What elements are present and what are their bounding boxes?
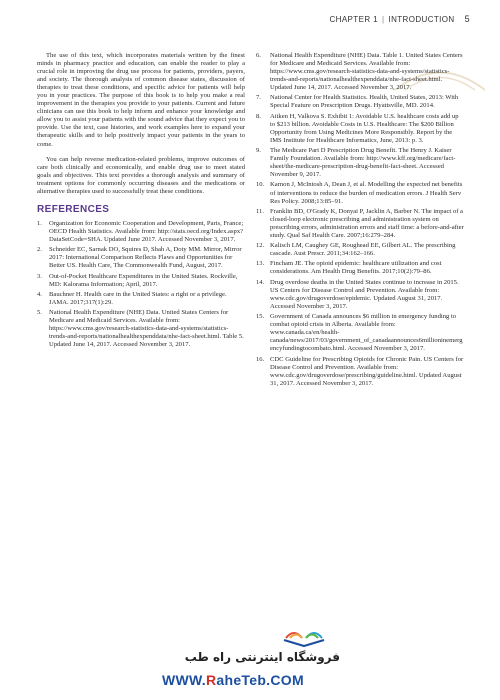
watermark-persian-text: فروشگاه اینترنتی راه طب xyxy=(184,650,340,664)
rahetebe-watermark xyxy=(162,626,490,696)
reference-item: 2. Schneider EC, Sarnak DO, Squires D, Shah A, Doty MM. Mirror, Mirror 2017: International Comparison Reflects Flaws and Opportunities for Better US. Health Care, The Commonwealth Fund, August, 2017. xyxy=(37,246,242,270)
chapter-label: CHAPTER 1 xyxy=(329,15,378,24)
reference-item: 9. The Medicare Part D Prescription Drug Benefit. The Henry J. Kaiser Family Foundation. Available from: http://www.kff.org/medicare/fact-sheet/the-medicare-prescription-drug-benefit-fact-sheet. Accessed November 9, 2017. xyxy=(256,147,456,179)
body-paragraph: The use of this text, which incorporates materials written by the finest minds in pharmacy practice and education, can enable the reader to play a crucial role in improving the drug use process for patients, providers, payers, and society. The thorough analysis of common disease states, discussion of therapies to treat these conditions, and specific advice for patients will help you in your practices. The purpose of this book is to help you make a real improvement in the therapies you provide to your patients. Current and future clinicians can use this book to help inform and enhance your knowledge and allow you to assist your patients with the sound advice that they expect you to provide. Use the text, case histories, and work examples here to expand your therapeutic skills and to help positively impact your patients in the years to come. xyxy=(37,52,245,148)
reference-item: 11. Franklin BD, O'Grady K, Donyai P, Jacklin A, Barber N. The impact of a closed-loop electronic prescribing and administration system on prescribing errors, administration errors and staff time: a before-and-after study. Qual Saf Health Care. 2007;16:279–284. xyxy=(256,207,464,239)
left-column xyxy=(37,52,245,351)
page-number: 5 xyxy=(464,14,470,24)
reference-item: 10. Karnon J, McIntosh A, Dean J, et al. Modelling the expected net benefits of interventions to reduce the burden of medication errors. J Health Serv Res Policy. 2008;13:85–91. xyxy=(256,181,463,205)
chapter-title: INTRODUCTION xyxy=(388,15,455,24)
book-logo-icon xyxy=(282,626,326,652)
body-paragraph: You can help reverse medication-related problems, improve outcomes of care both clinically and economically, and enable drug use to meet stated goals and objectives. This text provides a thorough analysis and summary of treatment options for commonly occurring diseases and the medications or alternative therapies used to successfully treat these conditions. xyxy=(37,155,245,195)
reference-item: 8. Aitken H, Valkova S. Exhibit 1: Avoidable U.S. healthcare costs add up to $213 billion. Avoidable Costs in U.S. Healthcare: The $200 Billion Opportunity from Using Medicines More Responsibly. Report by the IMS Institute for Healthcare Informatics, June, 2013: p. 3. xyxy=(256,112,459,144)
reference-item: 5. National Health Expenditure (NHE) Data. United States Centers for Medicare and Medicaid Services. Available from: https://www.cms.gov/research-statistics-data-and-systems/statistics-trends-and-reports/nationalhealthexpenddata/nhe-fact-sheet.html. Table 5. Updated June 14, 2017. Accessed November 3, 2017. xyxy=(37,309,244,349)
reference-item: 16. CDC Guideline for Prescribing Opioids for Chronic Pain. US Centers for Disease Control and Prevention. Available from: www.cdc.gov/drugoverdose/prescribing/guideline.html. Updated August 31, 2017. Accessed November 3, 2017. xyxy=(256,355,464,387)
references-list-left xyxy=(37,220,245,349)
reference-item: 13. Fincham JE. The opioid epidemic: healthcare utilization and cost considerations. Am Health Drug Benefits. 2017;10(2):79–86. xyxy=(256,260,442,276)
reference-item: 6. National Health Expenditure (NHE) Data. Table 1. United States Centers for Medicare and Medicaid Services. Available from: https://www.cms.gov/research-statistics-data-and-systems/statistics-trends-and-reports/nationalhealthexpenddata/nhe-fact-sheet.html. Updated June 14, 2017. Accessed November 3, 2017. xyxy=(256,52,463,92)
reference-item: 4. Bauchner H. Health care in the United States: a right or a privilege. JAMA. 2017;317(1):29. xyxy=(37,290,227,306)
reference-item: 14. Drug overdose deaths in the United States continue to increase in 2015. US Centers for Disease Control and Prevention. Available from: www.cdc.gov/drugoverdose/epidemic. Updated August 31, 2017. Accessed November 3, 2017. xyxy=(256,278,459,310)
reference-item: 1. Organization for Economic Cooperation and Development, Paris, France; OECD Health Statistics. Available from: http://stats.oecd.org/Index.aspx?DataSetCode=SHA. Updated June 2017. Accessed November 3, 2017. xyxy=(37,219,244,243)
reference-item: 7. National Center for Health Statistics. Health, United States, 2013: With Special Feature on Prescription Drugs. Hyattsville, MD. 2014. xyxy=(256,94,459,110)
right-column xyxy=(256,52,464,390)
references-heading: REFERENCES xyxy=(37,203,110,215)
reference-item: 15. Government of Canada announces $6 million in emergency funding to combat opioid crisis in Alberta. Available from: www.canada.ca/en/health-canada/news/2017/03/government_of_canadaannounces6millioninemergencyfundingtocombato.html. Accessed November 3, 2017. xyxy=(256,313,463,353)
running-header xyxy=(329,14,470,24)
watermark-url: WWW.RaheTeb.COM xyxy=(162,672,304,688)
reference-item: 12. Kalisch LM, Caughey GE, Roughead EE, Gilbert AL. The prescribing cascade. Aust Prescr. 2011;34:162–166. xyxy=(256,242,456,258)
references-list-right xyxy=(256,52,464,388)
header-separator: | xyxy=(381,15,385,24)
reference-item: 3. Out-of-Pocket Healthcare Expenditures in the United States. Rockville, MD: Kalorama Information; April, 2017. xyxy=(37,272,238,288)
